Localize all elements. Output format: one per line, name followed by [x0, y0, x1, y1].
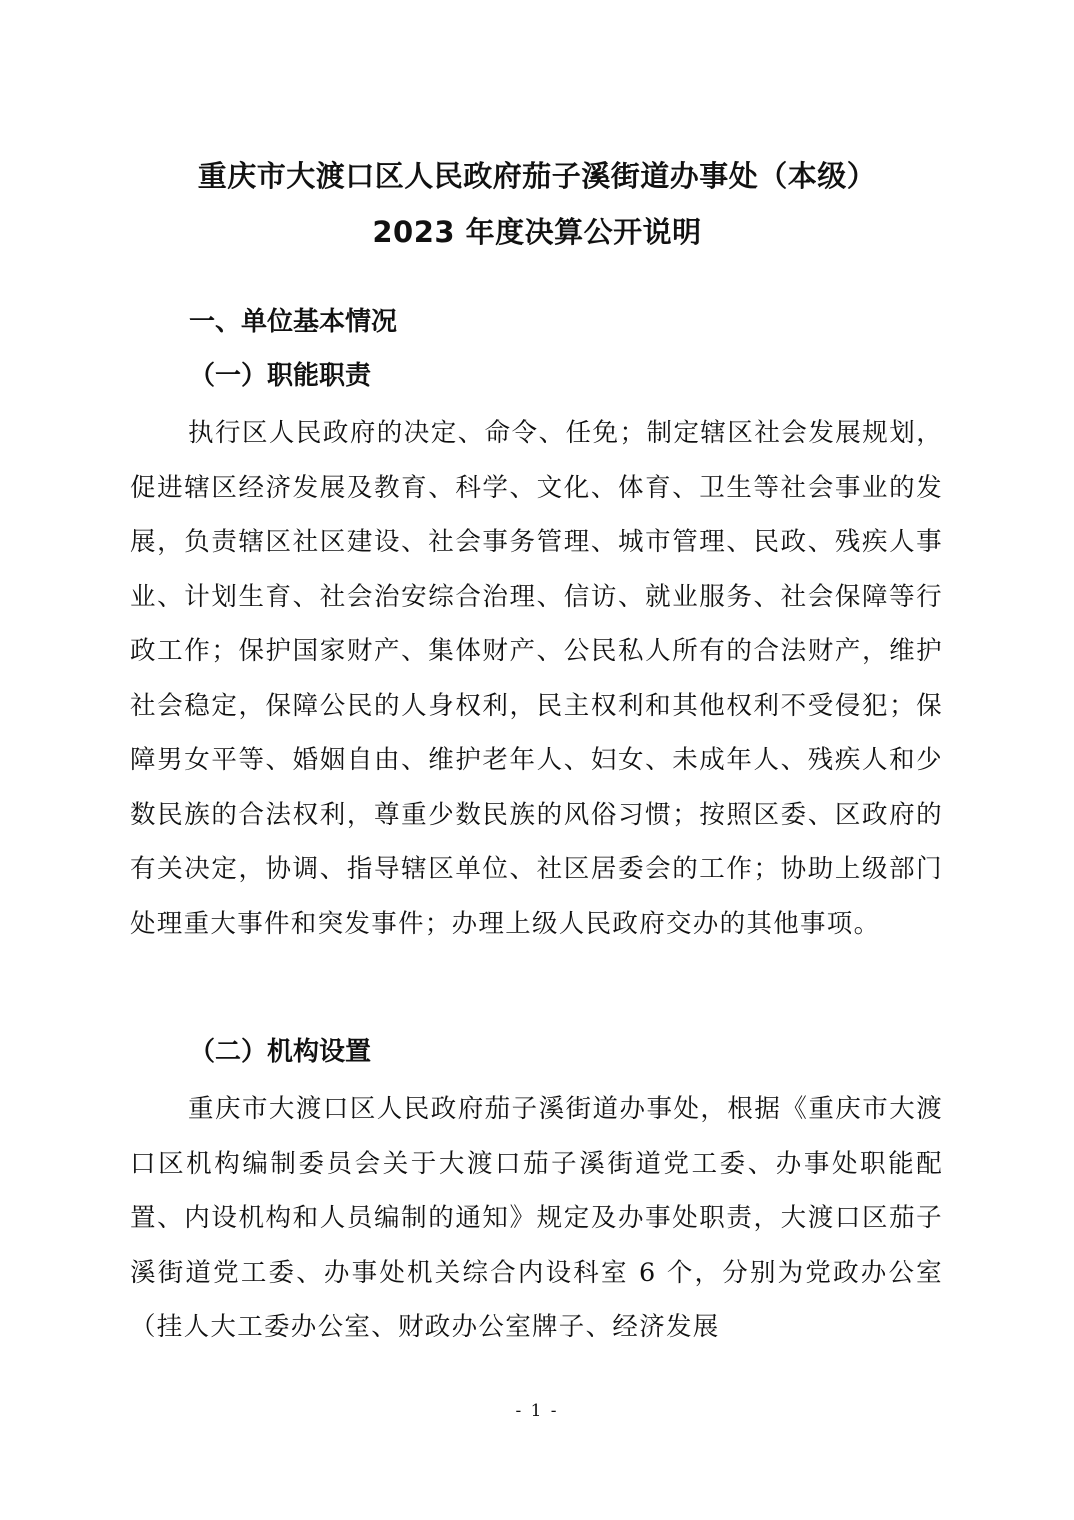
- section-heading-basic-info: 一、单位基本情况: [189, 307, 398, 337]
- subsection-heading-functions: （一）职能职责: [189, 361, 372, 391]
- page-number: - 1 -: [515, 1401, 559, 1421]
- document-title-line-1: 重庆市大渡口区人民政府茄子溪街道办事处（本级）: [197, 159, 877, 193]
- organization-paragraph: 重庆市大渡口区人民政府茄子溪街道办事处，根据《重庆市大渡口区机构编制委员会关于大渡口茄子溪街道党工委、办事处职能配置、内设机构和人员编制的通知》规定及办事处职责，大渡口区茄子溪街道党工委、办事处机关综合内设科室 6 个，分别为党政办公室（挂人大工委办公室、财政办公室牌子、经济发展: [130, 1094, 943, 1342]
- document-title-line-2: 2023 年度决算公开说明: [372, 215, 702, 249]
- subsection-heading-organization: （二）机构设置: [189, 1037, 372, 1067]
- functions-paragraph: 执行区人民政府的决定、命令、任免；制定辖区社会发展规划，促进辖区经济发展及教育、科学、文化、体育、卫生等社会事业的发展，负责辖区社区建设、社会事务管理、城市管理、民政、残疾人事业、计划生育、社会治安综合治理、信访、就业服务、社会保障等行政工作；保护国家财产、集体财产、公民私人所有的合法财产，维护社会稳定，保障公民的人身权利，民主权利和其他权利不受侵犯；保障男女平等、婚姻自由、维护老年人、妇女、未成年人、残疾人和少数民族的合法权利，尊重少数民族的风俗习惯；按照区委、区政府的有关决定，协调、指导辖区单位、社区居委会的工作；协助上级部门处理重大事件和突发事件；办理上级人民政府交办的其他事项。: [130, 418, 943, 939]
